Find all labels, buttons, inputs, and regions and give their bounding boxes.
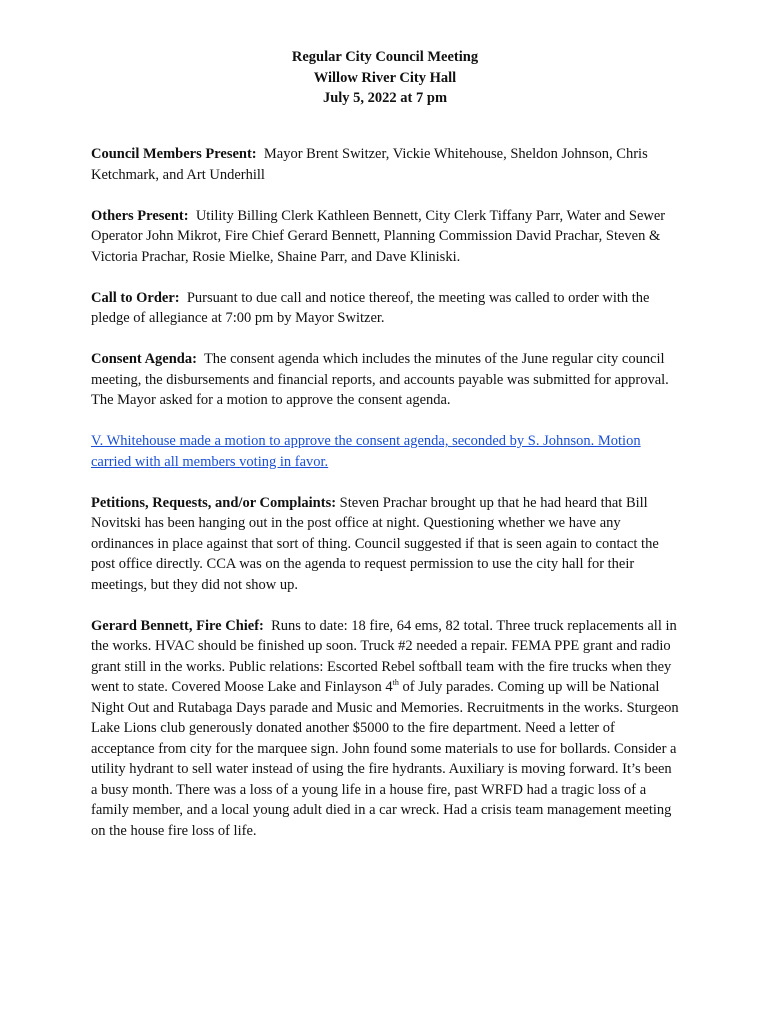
others-present-text: Utility Billing Clerk Kathleen Bennett, City Clerk Tiffany Parr, Water and Sewer Operator John Mikrot, Fire Chief Gerard Bennett, Planning Commission David Prachar, Steven & Victoria Prachar, Rosie Mielke, Shaine Parr, and Dave Kliniski.	[91, 207, 666, 265]
motion-paragraph	[91, 431, 681, 472]
members-present-paragraph	[91, 144, 681, 185]
document-body	[91, 144, 681, 862]
meeting-location: Willow River City Hall	[313, 69, 457, 86]
meeting-title: Regular City Council Meeting	[291, 49, 479, 65]
call-to-order-paragraph	[91, 288, 681, 329]
consent-agenda-text: The consent agenda which includes the minutes of the June regular city council meeting, the disbursements and financial reports, and accounts payable was submitted for approval. The Mayor asked for a motion to approve the consent agenda.	[91, 351, 669, 408]
fire-chief-paragraph	[91, 616, 681, 842]
ordinal-superscript: th	[392, 678, 399, 688]
petitions-label: Petitions, Requests, and/or Complaints:	[91, 494, 337, 511]
fire-chief-text-part1: Runs to date: 18 fire, 64 ems, 82 total. Three truck replacements all in the works. HVAC should be finished up soon. Truck #2 needed a repair. FEMA PPE grant and radio grant still in the works. Public relations: Escorted Rebel softball team with the fire trucks when they went to state. Covered Moose Lake and Finlayson 4	[91, 617, 677, 695]
meeting-date: July 5, 2022 at 7 pm	[322, 90, 448, 106]
document-header	[0, 47, 770, 109]
call-to-order-text: Pursuant to due call and notice thereof, the meeting was called to order with the pledge of allegiance at 7:00 pm by Mayor Switzer.	[91, 289, 650, 326]
call-to-order-label: Call to Order:	[91, 289, 180, 306]
fire-chief-text-part2: of July parades. Coming up will be National Night Out and Rutabaga Days parade and Music and Memories. Recruitments in the works. Sturgeon Lake Lions club generously donated another $5000 to the fire department. Need a letter of acceptance from city for the marquee sign. John found some materials to use for bollards. Consider a utility hydrant to sell water instead of using the fire hydrants. Auxiliary is moving forward. It’s been a busy month. There was a loss of a young life in a house fire, past WRFD had a tragic loss of a family member, and a local young adult died in a car wreck. Had a crisis team management meeting on the house fire loss of life.	[91, 679, 679, 839]
others-present-paragraph	[91, 206, 681, 268]
consent-agenda-label: Consent Agenda:	[91, 351, 197, 367]
others-present-label: Others Present:	[91, 207, 189, 224]
members-present-label: Council Members Present:	[91, 146, 257, 162]
motion-link[interactable]: V. Whitehouse made a motion to approve the consent agenda, seconded by S. Johnson. Motion carried with all members voting in favor.	[91, 433, 641, 470]
members-present-text: Mayor Brent Switzer, Vickie Whitehouse, Sheldon Johnson, Chris Ketchmark, and Art Underhill	[91, 146, 648, 183]
consent-agenda-paragraph	[91, 349, 681, 411]
fire-chief-label: Gerard Bennett, Fire Chief:	[91, 617, 264, 634]
petitions-text: Steven Prachar brought up that he had heard that Bill Novitski has been hanging out in the post office at night. Questioning whether we have any ordinances in place against that sort of thing. Council suggested if that is seen again to contact the post office directly. CCA was on the agenda to request permission to use the city hall for their meetings, but they did not show up.	[91, 494, 659, 593]
petitions-paragraph	[91, 493, 681, 596]
